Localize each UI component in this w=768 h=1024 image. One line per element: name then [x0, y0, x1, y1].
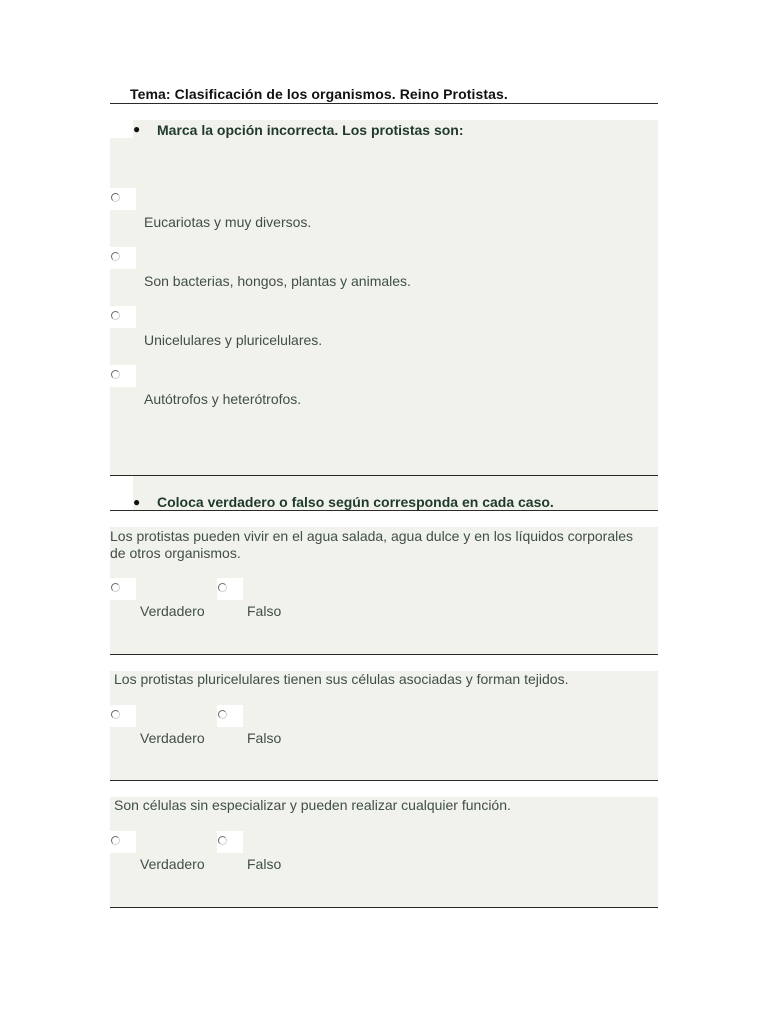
option1-radio-container [110, 188, 136, 210]
question1-prompt: Marca la opción incorrecta. Los protistas son: [157, 122, 464, 138]
page-title: Tema: Clasificación de los organismos. Reino Protistas. [130, 86, 508, 102]
statement2-true-label: Verdadero [140, 730, 205, 746]
option2-radio-container [110, 247, 136, 269]
panel-notch [110, 120, 133, 138]
question1-panel [110, 120, 658, 475]
statement2-false-radio-container [217, 705, 243, 727]
statement3-false-radio-container [217, 831, 243, 853]
question2-header-divider [110, 510, 658, 511]
statement3-false-label: Falso [247, 856, 282, 872]
statement3-true-radio-container [110, 831, 136, 853]
option4-radio[interactable] [111, 370, 120, 379]
statement1-false-radio[interactable] [218, 583, 227, 592]
statement2-divider [110, 780, 658, 781]
bullet-icon: ● [133, 495, 141, 509]
option3-label: Unicelulares y pluricelulares. [144, 332, 323, 348]
option2-label: Son bacterias, hongos, plantas y animales. [144, 273, 411, 289]
statement1-false-label: Falso [247, 603, 282, 619]
option3-radio-container [110, 306, 136, 328]
statement2-true-radio[interactable] [111, 710, 120, 719]
statement1-text: Los protistas pueden vivir en el agua salada, agua dulce y en los líquidos corporales de otros organismos. [110, 528, 633, 561]
statement2-text: Los protistas pluricelulares tienen sus células asociadas y forman tejidos. [114, 671, 569, 687]
option4-radio-container [110, 365, 136, 387]
statement3-false-radio[interactable] [218, 836, 227, 845]
question2-header [133, 476, 658, 510]
statement2-true-radio-container [110, 705, 136, 727]
statement1-false-radio-container [217, 578, 243, 600]
statement1-true-radio-container [110, 578, 136, 600]
statement3-true-radio[interactable] [111, 836, 120, 845]
question2-prompt: Coloca verdadero o falso según corresponda en cada caso. [157, 494, 554, 510]
statement3-divider [110, 907, 658, 908]
statement3-text: Son células sin especializar y pueden realizar cualquier función. [114, 797, 511, 813]
option3-radio[interactable] [111, 311, 120, 320]
title-divider [110, 103, 658, 104]
option4-label: Autótrofos y heterótrofos. [144, 391, 302, 407]
option2-radio[interactable] [111, 252, 120, 261]
question1-header [133, 122, 658, 138]
statement1-divider [110, 654, 658, 655]
statement1-true-radio[interactable] [111, 583, 120, 592]
bullet-icon: ● [133, 122, 141, 136]
statement3-true-label: Verdadero [140, 856, 205, 872]
statement2-false-radio[interactable] [218, 710, 227, 719]
option1-radio[interactable] [111, 193, 120, 202]
option1-label: Eucariotas y muy diversos. [144, 214, 312, 230]
statement1-true-label: Verdadero [140, 603, 205, 619]
statement2-false-label: Falso [247, 730, 282, 746]
